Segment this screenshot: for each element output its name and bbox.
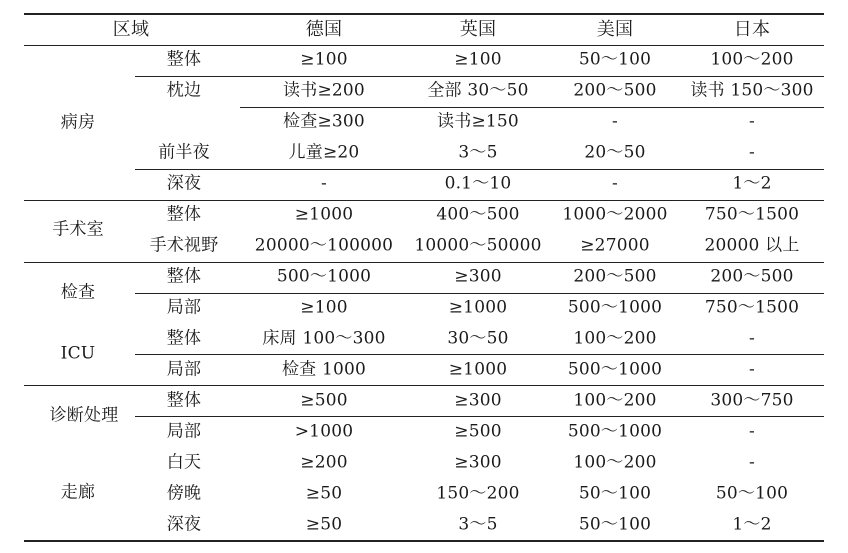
value-cell-us: -: [612, 173, 618, 194]
value-cell-uk: 全部 30～50: [427, 80, 529, 101]
value-cell-jp: -: [749, 359, 755, 380]
sub-area-cell: 深夜: [166, 173, 202, 194]
value-cell-us: 500～1000: [567, 359, 663, 380]
value-cell-uk: 30～50: [447, 328, 509, 349]
value-cell-de: ≥200: [300, 452, 348, 473]
value-cell-uk: 读书≥150: [437, 111, 519, 132]
value-cell-uk: 3～5: [458, 514, 498, 535]
value-cell-de: 500～1000: [276, 266, 372, 287]
value-cell-jp: -: [749, 111, 755, 132]
header-germany: 德国: [305, 19, 343, 40]
value-cell-de: 检查≥300: [283, 111, 365, 132]
value-cell-us: -: [612, 111, 618, 132]
sub-area-cell: 局部: [166, 359, 202, 380]
rule-top: [24, 13, 824, 15]
value-cell-jp: 20000 以上: [704, 235, 800, 256]
group-label-ward: 病房: [60, 112, 96, 133]
value-cell-us: 500～1000: [567, 297, 663, 318]
value-cell-jp: 读书 150～300: [690, 80, 814, 101]
header-us: 美国: [596, 19, 634, 40]
rule-group: [24, 262, 824, 263]
value-cell-de: ≥1000: [294, 204, 354, 225]
group-label-icu: ICU: [60, 343, 96, 364]
value-cell-us: 200～500: [573, 80, 657, 101]
sub-area-cell: 局部: [166, 421, 202, 442]
sub-area-cell: 深夜: [166, 514, 202, 535]
group-label-corridor: 走廊: [60, 482, 96, 503]
value-cell-uk: 0.1～10: [444, 173, 512, 194]
value-cell-us: 50～100: [578, 49, 652, 70]
sub-area-cell: 整体: [166, 204, 202, 225]
value-cell-us: 200～500: [573, 266, 657, 287]
header-japan: 日本: [733, 19, 771, 40]
value-cell-jp: 300～750: [710, 390, 794, 411]
sub-area-cell: 白天: [166, 452, 202, 473]
value-cell-uk: ≥500: [454, 421, 502, 442]
value-cell-uk: ≥1000: [448, 359, 508, 380]
value-cell-jp: -: [749, 142, 755, 163]
rule: [135, 354, 824, 355]
value-cell-de: ≥50: [305, 483, 343, 504]
value-cell-de: 读书≥200: [283, 80, 365, 101]
value-cell-de: ≥500: [300, 390, 348, 411]
value-cell-uk: ≥300: [454, 266, 502, 287]
sub-area-cell: 手术视野: [149, 235, 219, 256]
sub-area-cell: 整体: [166, 266, 202, 287]
value-cell-uk: ≥300: [454, 452, 502, 473]
value-cell-uk: 10000～50000: [414, 235, 542, 256]
value-cell-jp: 1～2: [732, 173, 772, 194]
value-cell-us: ≥27000: [580, 235, 650, 256]
header-uk: 英国: [459, 19, 497, 40]
sub-area-cell: 整体: [166, 390, 202, 411]
rule-group: [24, 200, 824, 201]
value-cell-uk: 400～500: [436, 204, 520, 225]
value-cell-jp: -: [749, 421, 755, 442]
sub-area-cell: 整体: [166, 49, 202, 70]
rule-group: [24, 385, 824, 386]
sub-area-cell: 前半夜: [158, 142, 210, 163]
group-label-examination: 检查: [60, 282, 96, 303]
sub-area-cell: 局部: [166, 297, 202, 318]
value-cell-us: 500～1000: [567, 421, 663, 442]
rule-bottom: [24, 540, 824, 542]
value-cell-de: ≥50: [305, 514, 343, 535]
group-label-operating-room: 手术室: [52, 219, 104, 240]
value-cell-jp: 750～1500: [704, 297, 800, 318]
rule-header: [24, 45, 824, 46]
value-cell-uk: ≥300: [454, 390, 502, 411]
value-cell-uk: 3～5: [458, 142, 498, 163]
value-cell-us: 1000～2000: [562, 204, 668, 225]
value-cell-us: 100～200: [573, 390, 657, 411]
value-cell-uk: ≥100: [454, 49, 502, 70]
header-region: 区域: [112, 19, 150, 40]
value-cell-de: ≥100: [300, 49, 348, 70]
value-cell-jp: 1～2: [732, 514, 772, 535]
value-cell-us: 50～100: [578, 514, 652, 535]
value-cell-jp: -: [749, 452, 755, 473]
value-cell-jp: 50～100: [715, 483, 789, 504]
value-cell-de: >1000: [294, 421, 354, 442]
rule: [135, 169, 824, 170]
rule: [135, 76, 824, 77]
value-cell-de: ≥100: [300, 297, 348, 318]
rule: [240, 107, 824, 108]
sub-area-cell: 傍晚: [166, 483, 202, 504]
value-cell-de: 检查 1000: [281, 359, 367, 380]
value-cell-de: 20000～100000: [254, 235, 394, 256]
value-cell-us: 50～100: [578, 483, 652, 504]
value-cell-us: 100～200: [573, 452, 657, 473]
value-cell-de: 床周 100～300: [262, 328, 386, 349]
value-cell-jp: -: [749, 328, 755, 349]
value-cell-us: 100～200: [573, 328, 657, 349]
value-cell-de: -: [321, 173, 327, 194]
sub-area-cell: 枕边: [166, 80, 202, 101]
rule: [135, 293, 824, 294]
value-cell-jp: 750～1500: [704, 204, 800, 225]
group-label-diagnosis: 诊断处理: [49, 405, 119, 426]
rule: [135, 416, 824, 417]
value-cell-us: 20～50: [584, 142, 646, 163]
value-cell-jp: 100～200: [710, 49, 794, 70]
value-cell-jp: 200～500: [710, 266, 794, 287]
value-cell-de: 儿童≥20: [288, 142, 360, 163]
value-cell-uk: ≥1000: [448, 297, 508, 318]
sub-area-cell: 整体: [166, 328, 202, 349]
value-cell-uk: 150～200: [436, 483, 520, 504]
